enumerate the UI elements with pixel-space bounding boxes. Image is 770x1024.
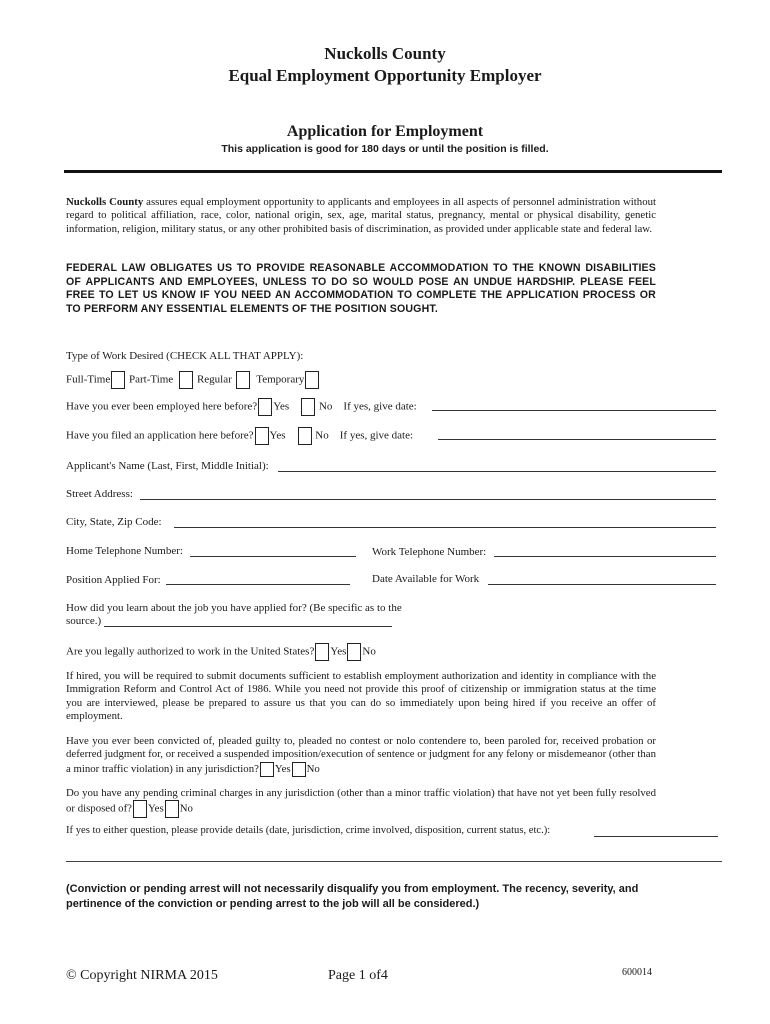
work-phone-label: Work Telephone Number: (372, 546, 487, 558)
applicant-name-field[interactable] (278, 471, 716, 472)
work-authorization-question: Are you legally authorized to work in the United States? (66, 645, 315, 658)
regular-checkbox[interactable] (236, 371, 250, 389)
page-number: Page 1 of4 (328, 968, 388, 983)
street-address-field[interactable] (140, 499, 716, 500)
filed-before-yes-checkbox[interactable] (255, 427, 269, 445)
page-title: Application for Employment (286, 123, 484, 140)
employed-before-no-checkbox[interactable] (301, 398, 315, 416)
part-time-checkbox[interactable] (179, 371, 193, 389)
pending-yes-checkbox[interactable] (133, 800, 147, 818)
employment-verification-notice: If hired, you will be required to submit documents sufficient to establish employment authorization and identity in compliance with the Immigration Reform and Control Act of 1986. While you need not provide this proof of citizenship or immigration status at the time you are interviewed, please be prepared to assure us that you can do so immediately upon being hired if you receive an offer of employment. (66, 670, 656, 722)
header-rule (64, 170, 722, 173)
applicant-name-label: Applicant's Name (Last, First, Middle Initial): (66, 460, 269, 472)
employer-title: Equal Employment Opportunity Employer (228, 66, 542, 85)
details-field-line-2[interactable] (66, 861, 722, 862)
copyright-text: © Copyright NIRMA 2015 (66, 968, 218, 983)
conviction-yes-checkbox[interactable] (260, 762, 274, 777)
details-label: If yes to either question, please provide details (date, jurisdiction, crime involved, disposition, current status, etc.): (66, 825, 551, 836)
filed-before-yes-label: Yes (269, 429, 286, 442)
eeo-statement-body: assures equal employment opportunity to applicants and employees in all aspects of personnel administration without regard to political affiliation, race, color, national origin, sex, age, marital status, pregnancy, mental or physical disability, genetic information, religion, military status, or any other prohibited basis of discrimination, as provided under applicable state and federal law. (66, 196, 656, 235)
filed-before-date-field[interactable] (438, 439, 716, 440)
pending-charges-question (66, 787, 656, 818)
work-authorization-yes-checkbox[interactable] (315, 643, 329, 661)
work-authorization-row (66, 643, 376, 661)
city-state-zip-label: City, State, Zip Code: (66, 516, 162, 528)
eeo-statement-lead: Nuckolls County (66, 196, 144, 208)
conviction-disclaimer: (Conviction or pending arrest will not necessarily disqualify you from employment. The recency, severity, and pertinence of the conviction or pending arrest to the job will all be considered.) (66, 883, 639, 910)
date-available-label: Date Available for Work (372, 573, 480, 585)
employed-before-date-label: If yes, give date: (343, 400, 417, 413)
employed-before-yes-label: Yes (273, 400, 290, 413)
work-authorization-no-checkbox[interactable] (347, 643, 361, 661)
part-time-label: Part-Time (128, 373, 174, 386)
temporary-label: Temporary (256, 373, 305, 386)
employed-before-date-field[interactable] (432, 410, 716, 411)
work-authorization-yes-label: Yes (330, 645, 347, 658)
street-address-label: Street Address: (66, 488, 133, 500)
filed-before-question: Have you filed an application here before? (66, 429, 254, 442)
temporary-checkbox[interactable] (305, 371, 319, 389)
conviction-no-checkbox[interactable] (292, 762, 306, 777)
work-type-label: Type of Work Desired (CHECK ALL THAT APPLY): (66, 350, 304, 362)
date-available-field[interactable] (488, 584, 716, 585)
filed-before-date-label: If yes, give date: (339, 429, 414, 442)
filed-before-no-label: No (315, 429, 329, 442)
eeo-statement (66, 196, 656, 236)
work-authorization-no-label: No (362, 645, 376, 658)
full-time-label: Full-Time (66, 373, 111, 386)
filed-before-row (66, 427, 413, 445)
full-time-checkbox[interactable] (111, 371, 125, 389)
city-state-zip-field[interactable] (174, 527, 716, 528)
employed-before-question: Have you ever been employed here before? (66, 400, 258, 413)
details-field[interactable] (594, 836, 718, 837)
job-source-question: How did you learn about the job you have applied for? (Be specific as to the (66, 602, 402, 614)
job-source-field[interactable] (104, 626, 392, 627)
pending-no-label: No (179, 802, 193, 815)
county-title: Nuckolls County (324, 44, 446, 63)
position-applied-label: Position Applied For: (66, 574, 161, 586)
home-phone-label: Home Telephone Number: (66, 545, 183, 557)
page-subtitle: This application is good for 180 days or until the position is filled. (221, 143, 549, 155)
filed-before-no-checkbox[interactable] (298, 427, 312, 445)
employed-before-yes-checkbox[interactable] (258, 398, 272, 416)
work-type-row (66, 371, 320, 389)
pending-charges-question-text: Do you have any pending criminal charges in any jurisdiction (other than a minor traffic violation) that have not yet been fully resolved or disposed of? (66, 787, 656, 815)
job-source-question-cont: source.) (66, 615, 102, 627)
federal-law-notice: FEDERAL LAW OBLIGATES US TO PROVIDE REASONABLE ACCOMMODATION TO THE KNOWN DISABILITIES OF APPLICANTS AND EMPLOYEES, UNLESS TO DO SO WOULD POSE AN UNDUE HARDSHIP. PLEASE FEEL FREE TO LET US KNOW IF YOU NEED AN ACCOMMODATION TO COMPLETE THE APPLICATION PROCESS OR TO PERFORM ANY ESSENTIAL ELEMENTS OF THE POSITION SOUGHT. (66, 262, 656, 315)
regular-label: Regular (196, 373, 232, 386)
home-phone-field[interactable] (190, 556, 356, 557)
conviction-no-label: No (306, 762, 320, 775)
pending-yes-label: Yes (147, 802, 164, 815)
form-code: 600014 (622, 967, 652, 978)
pending-no-checkbox[interactable] (165, 800, 179, 818)
employed-before-no-label: No (318, 400, 333, 413)
work-phone-field[interactable] (494, 556, 716, 557)
conviction-question-text: Have you ever been convicted of, pleaded guilty to, pleaded no contest or nolo contendere to, been paroled for, received probation or deferred judgment for, or received a suspended imposition/execution of sentence or judgment for any felony or misdemeanor (other than a minor traffic violation) in any jurisdiction? (66, 735, 656, 775)
conviction-yes-label: Yes (274, 762, 291, 775)
conviction-question (66, 735, 656, 777)
employed-before-row (66, 398, 417, 416)
position-applied-field[interactable] (166, 584, 350, 585)
